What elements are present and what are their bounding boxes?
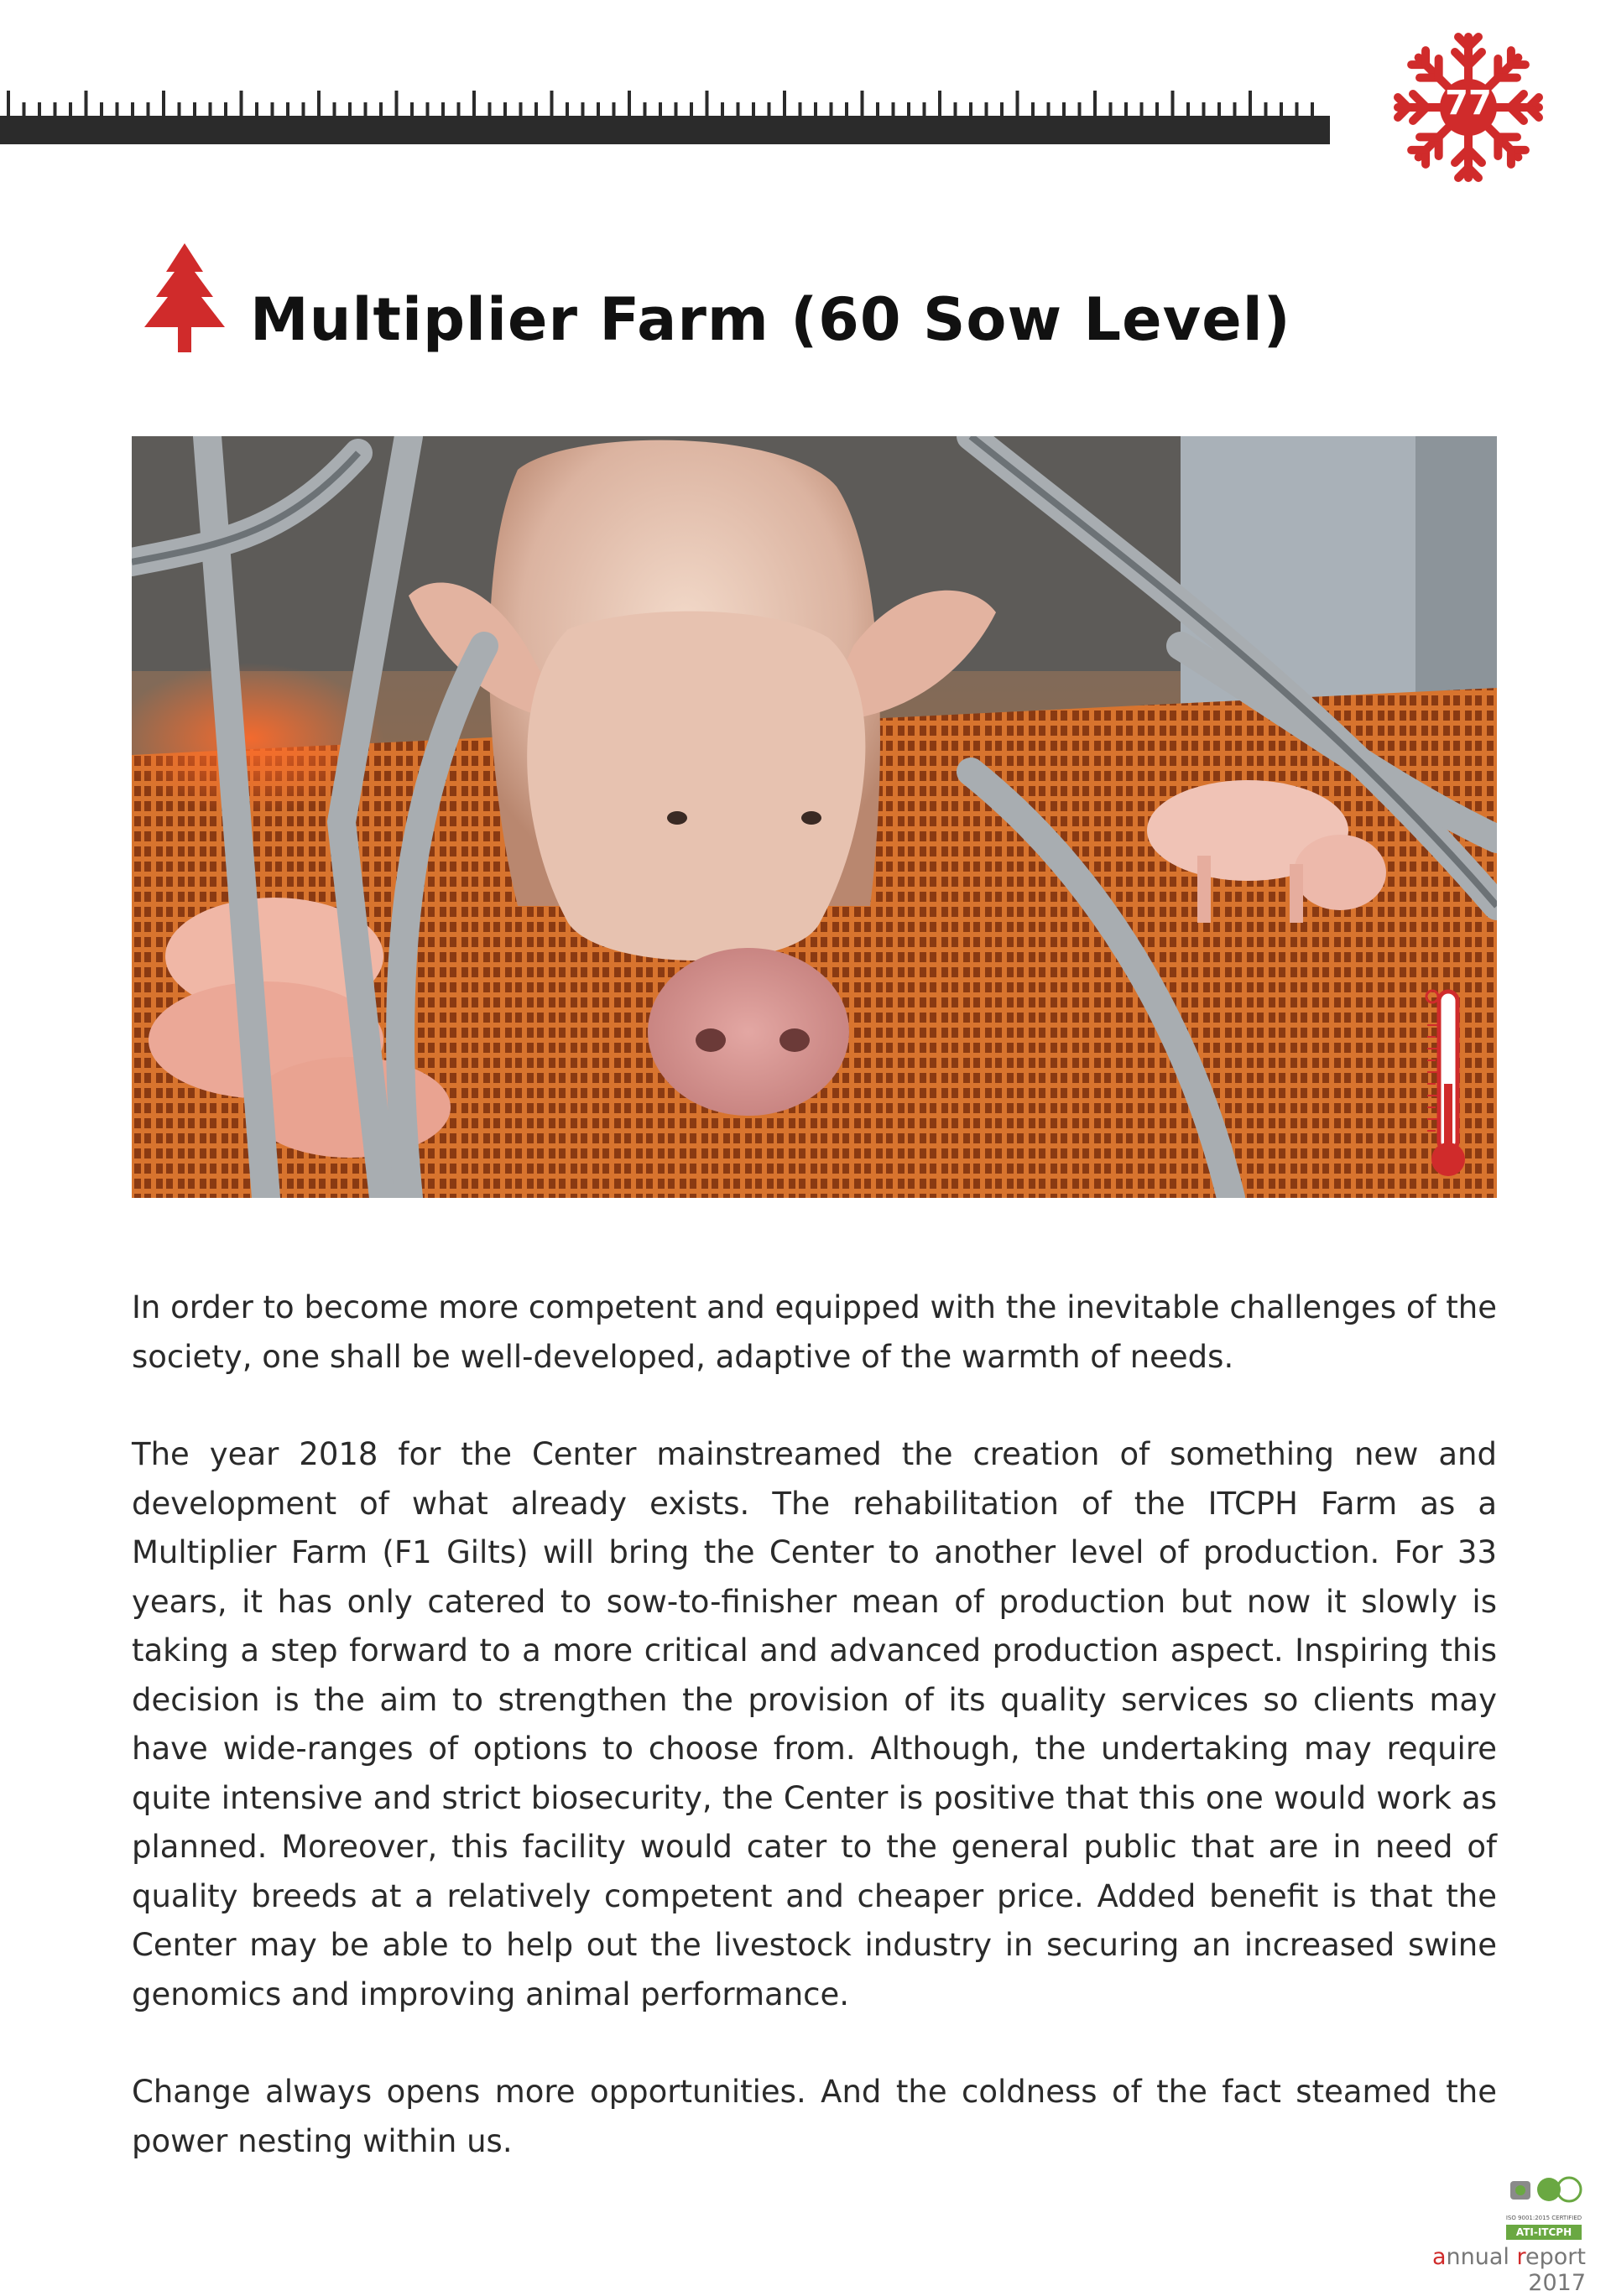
header-ruler-bar	[0, 116, 1330, 144]
ruler-ticks	[0, 82, 1330, 117]
report-footer: annual report 2017	[1431, 2244, 1586, 2296]
cert-label: ATI-ITCPH	[1506, 2225, 1582, 2240]
cert-iso-text: ISO 9001:2015 CERTIFIED	[1505, 2215, 1582, 2221]
article-body	[132, 1283, 1497, 2215]
page-number: 77	[1445, 84, 1492, 122]
paragraph-intro: In order to become more competent and equipped with the inevitable challenges of the society, one shall be well-developed, adaptive of the warmth of needs.	[132, 1289, 1498, 1375]
page-title: Multiplier Farm (60 Sow Level)	[250, 285, 1291, 354]
paragraph-main: The year 2018 for the Center mainstreamed the creation of something new and development of what already exists. The rehabilitation of the ITCPH Farm as a Multiplier Farm (F1 Gilts) will bring the Center to another level of production. For 33 years, it has only catered to sow-to-finisher mean of production but now it slowly is taking a step forward to a more critical and advanced production aspect. Inspiring this decision is the aim to strengthen the provision of its quality services so clients may have wide-ranges of options to choose from. Although, the undertaking may require quite intensive and strict biosecurity, the Center is positive that this one would work as planned. Moreover, this facility would cater to the general public that are in need of quality breeds at a relatively competent and cheaper price. Added benefit is that the Center may be able to help out the livestock industry in securing an increased swine genomics and improving animal performance.	[132, 1436, 1497, 2012]
thermometer-icon	[1424, 983, 1474, 1184]
tree-icon	[144, 243, 225, 352]
sow-photo	[132, 436, 1497, 1198]
paragraph-closing: Change always opens more opportunities. And the coldness of the fact steamed the power nesting within us.	[132, 2074, 1497, 2159]
